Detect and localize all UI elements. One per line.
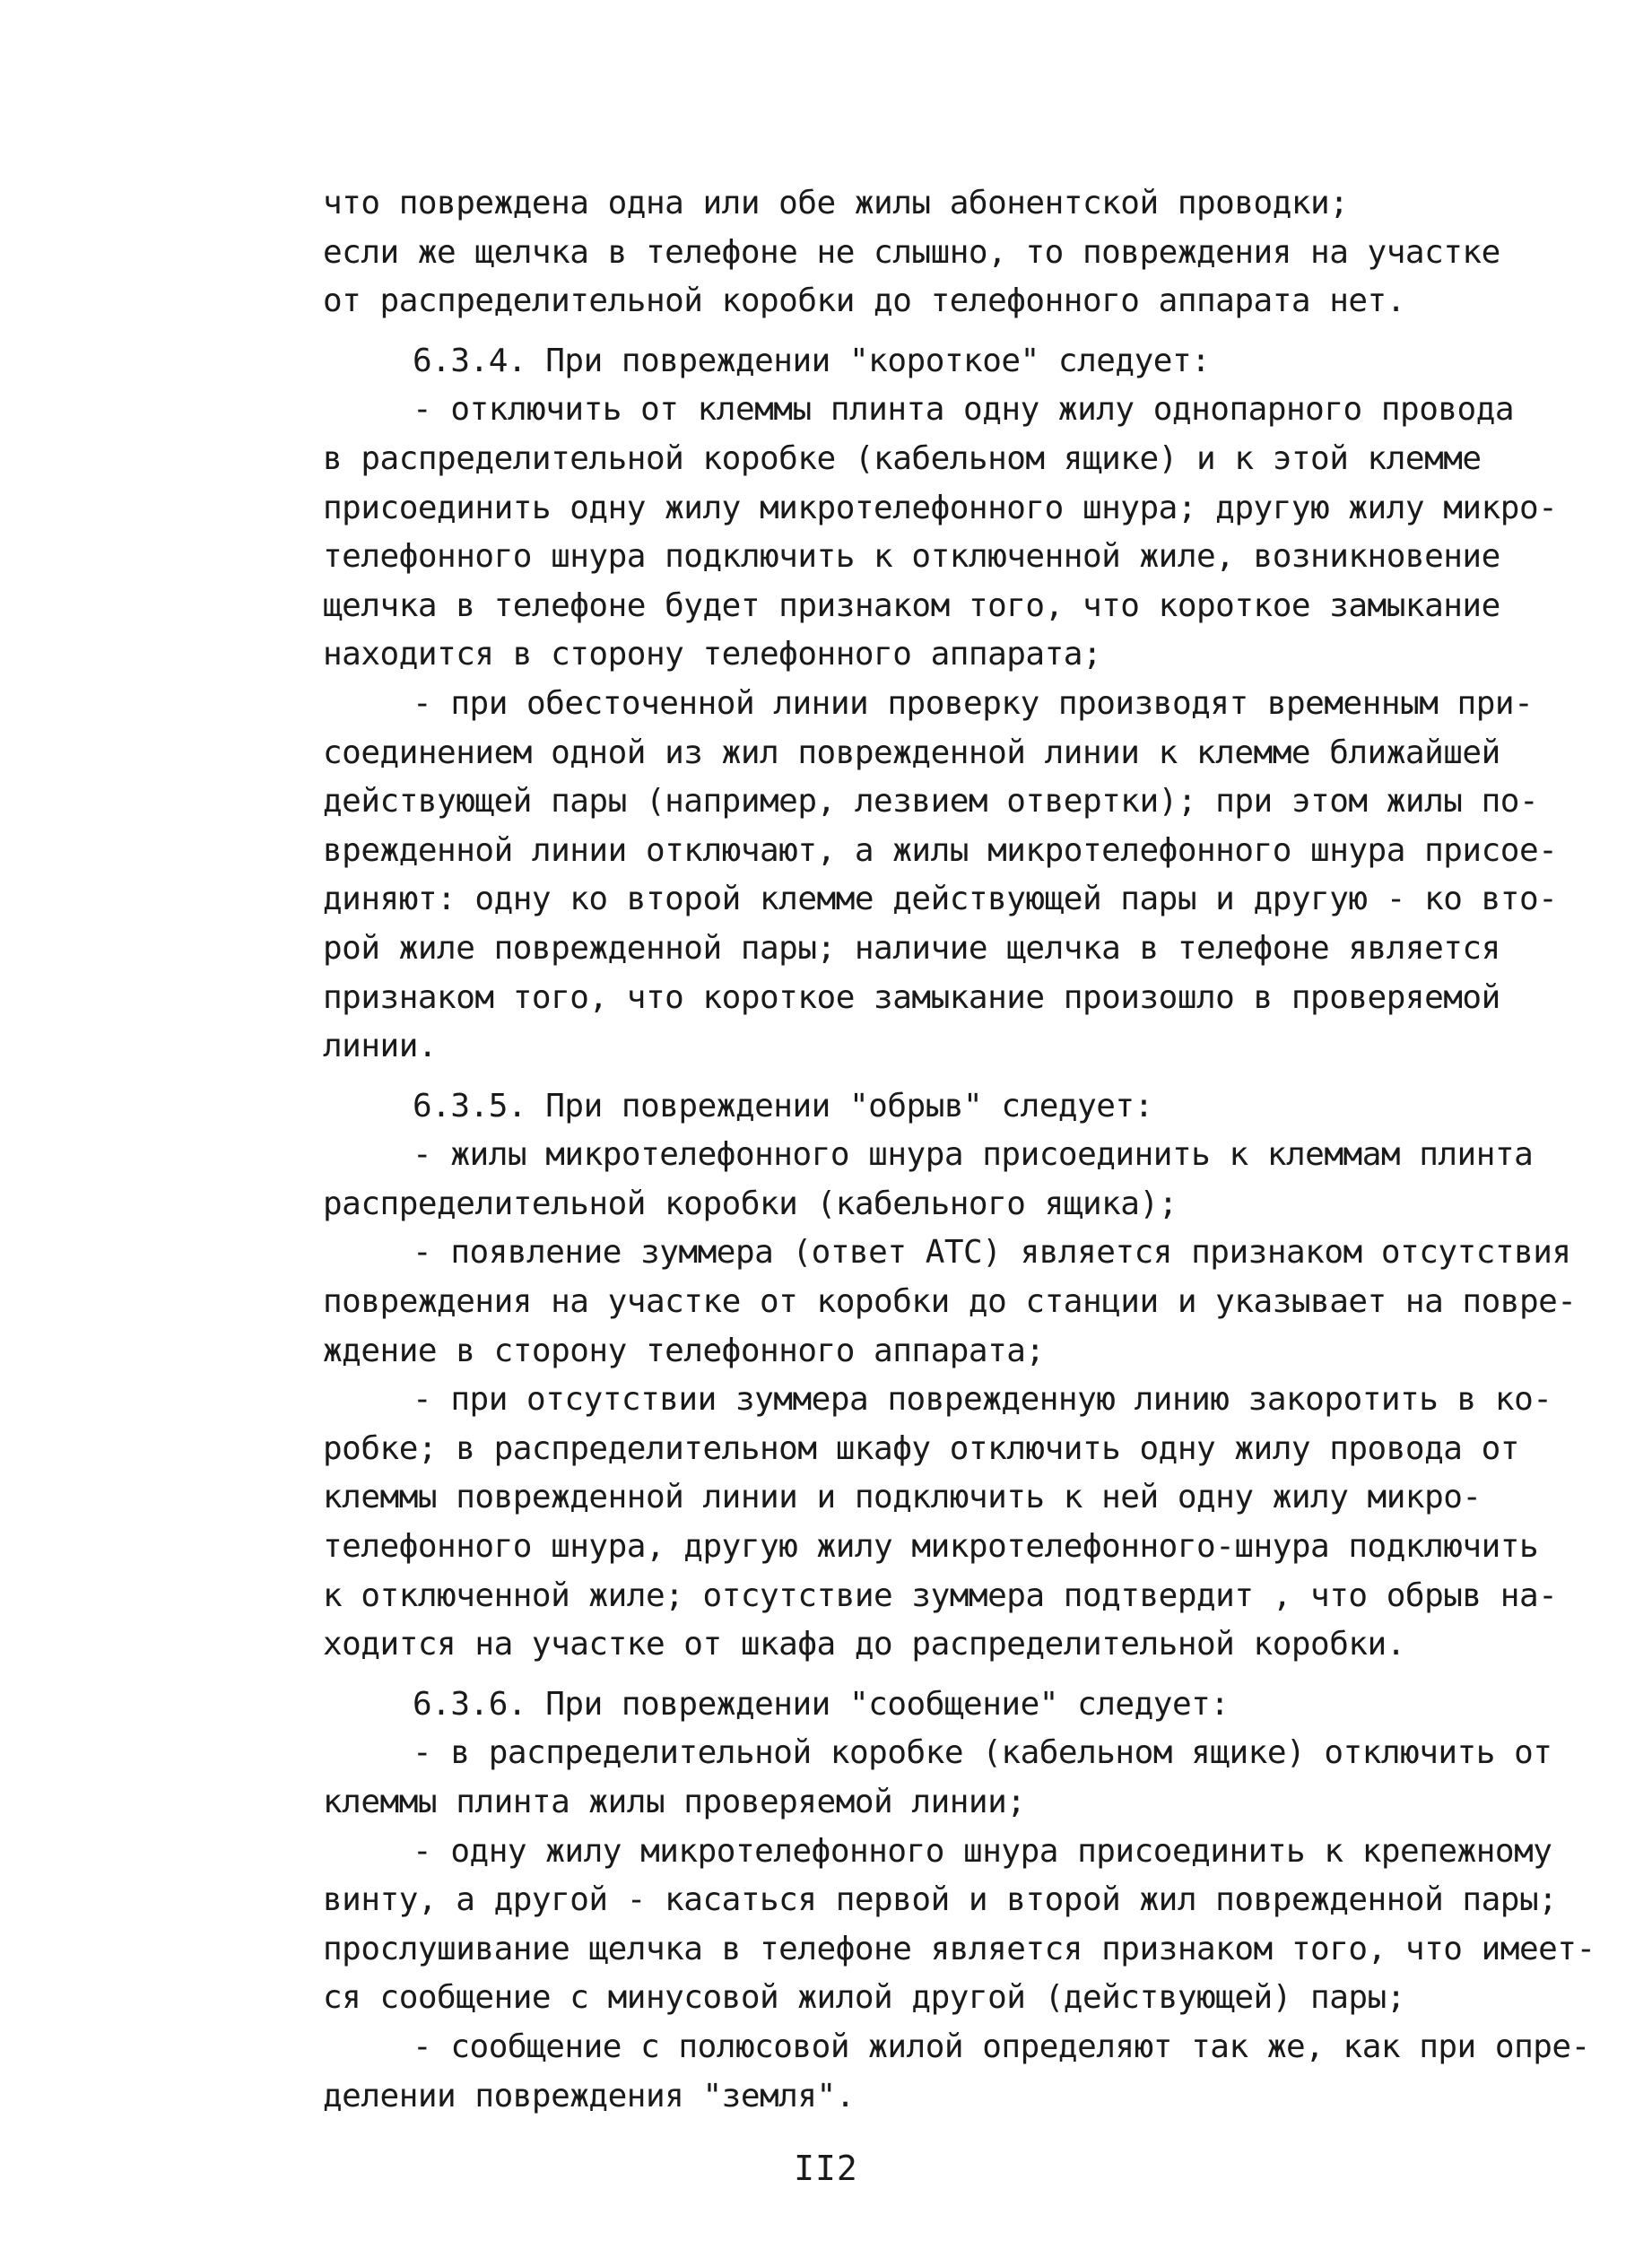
body-line: диняют: одну ко второй клемме действующей пары и другую - ко вто- xyxy=(323,881,1558,918)
body-line: что повреждена одна или обе жилы абонентской проводки; xyxy=(323,185,1349,221)
body-line: - сообщение с полюсовой жилой определяют так же, как при опре- xyxy=(413,2028,1590,2065)
body-line: - одну жилу микротелефонного шнура присоединить к крепежному xyxy=(413,1832,1552,1870)
body-line: ждение в сторону телефонного аппарата; xyxy=(323,1332,1045,1369)
body-line: робке; в распределительном шкафу отключить одну жилу провода от xyxy=(323,1429,1519,1467)
body-line: - в распределительной коробке (кабельном ящике) отключить от xyxy=(413,1734,1552,1772)
body-line: соединением одной из жил поврежденной линии к клемме ближайшей xyxy=(323,734,1500,771)
body-line: клеммы плинта жилы проверяемой линии; xyxy=(323,1784,1026,1820)
body-line: распределительной коробки (кабельного ящика); xyxy=(323,1185,1178,1222)
section-heading-6-3-5: 6.3.5. При повреждении "обрыв" следует: xyxy=(413,1087,1153,1125)
body-line: врежденной линии отключают, а жилы микротелефонного шнура присое- xyxy=(323,831,1558,869)
body-line: если же щелчка в телефоне не слышно, то повреждения на участке xyxy=(323,233,1500,271)
body-line: ся сообщение с минусовой жилой другой (действующей) пары; xyxy=(323,1979,1405,2017)
body-line: линии. xyxy=(323,1028,438,1065)
body-line: клеммы поврежденной линии и подключить к ней одну жилу микро- xyxy=(323,1479,1482,1516)
body-line: ходится на участке от шкафа до распределительной коробки. xyxy=(323,1626,1405,1663)
body-line: от распределительной коробки до телефонного аппарата нет. xyxy=(323,282,1405,320)
body-line: щелчка в телефоне будет признаком того, что короткое замыкание xyxy=(323,586,1500,624)
body-line: к отключенной жиле; отсутствие зуммера подтвердит , что обрыв на- xyxy=(323,1576,1558,1614)
section-heading-6-3-4: 6.3.4. При повреждении "короткое" следует: xyxy=(413,342,1211,379)
body-line: присоединить одну жилу микротелефонного шнура; другую жилу микро- xyxy=(323,489,1558,526)
body-line: действующей пары (например, лезвием отвертки); при этом жилы по- xyxy=(323,783,1539,821)
body-line: телефонного шнура, другую жилу микротелефонного-шнура подключить xyxy=(323,1528,1539,1566)
body-line: телефонного шнура подключить к отключенной жиле, возникновение xyxy=(323,538,1500,576)
body-line: - отключить от клеммы плинта одну жилу однопарного провода xyxy=(413,391,1515,429)
body-line: - жилы микротелефонного шнура присоединить к клеммам плинта xyxy=(413,1136,1534,1174)
body-line: винту, а другой - касаться первой и второй жил поврежденной пары; xyxy=(323,1881,1558,1919)
page-number: II2 xyxy=(794,2149,858,2188)
body-line: - при отсутствии зуммера поврежденную линию закоротить в ко- xyxy=(413,1381,1552,1419)
body-line: - при обесточенной линии проверку производят временным при- xyxy=(413,684,1534,722)
body-line: делении повреждения "земля". xyxy=(323,2077,855,2115)
body-line: в распределительной коробке (кабельном ящике) и к этой клемме xyxy=(323,439,1482,477)
body-line: рой жиле поврежденной пары; наличие щелчка в телефоне является xyxy=(323,929,1500,967)
document-body xyxy=(323,179,1596,2121)
body-line: прослушивание щелчка в телефоне является признаком того, что имеет- xyxy=(323,1930,1595,1967)
body-line: повреждения на участке от коробки до станции и указывает на повре- xyxy=(323,1283,1577,1321)
body-line: признаком того, что короткое замыкание произошло в проверяемой xyxy=(323,978,1500,1016)
body-line: - появление зуммера (ответ АТС) является признаком отсутствия xyxy=(413,1234,1571,1272)
section-heading-6-3-6: 6.3.6. При повреждении "сообщение" следует: xyxy=(413,1685,1230,1723)
body-line: находится в сторону телефонного аппарата; xyxy=(323,636,1102,673)
